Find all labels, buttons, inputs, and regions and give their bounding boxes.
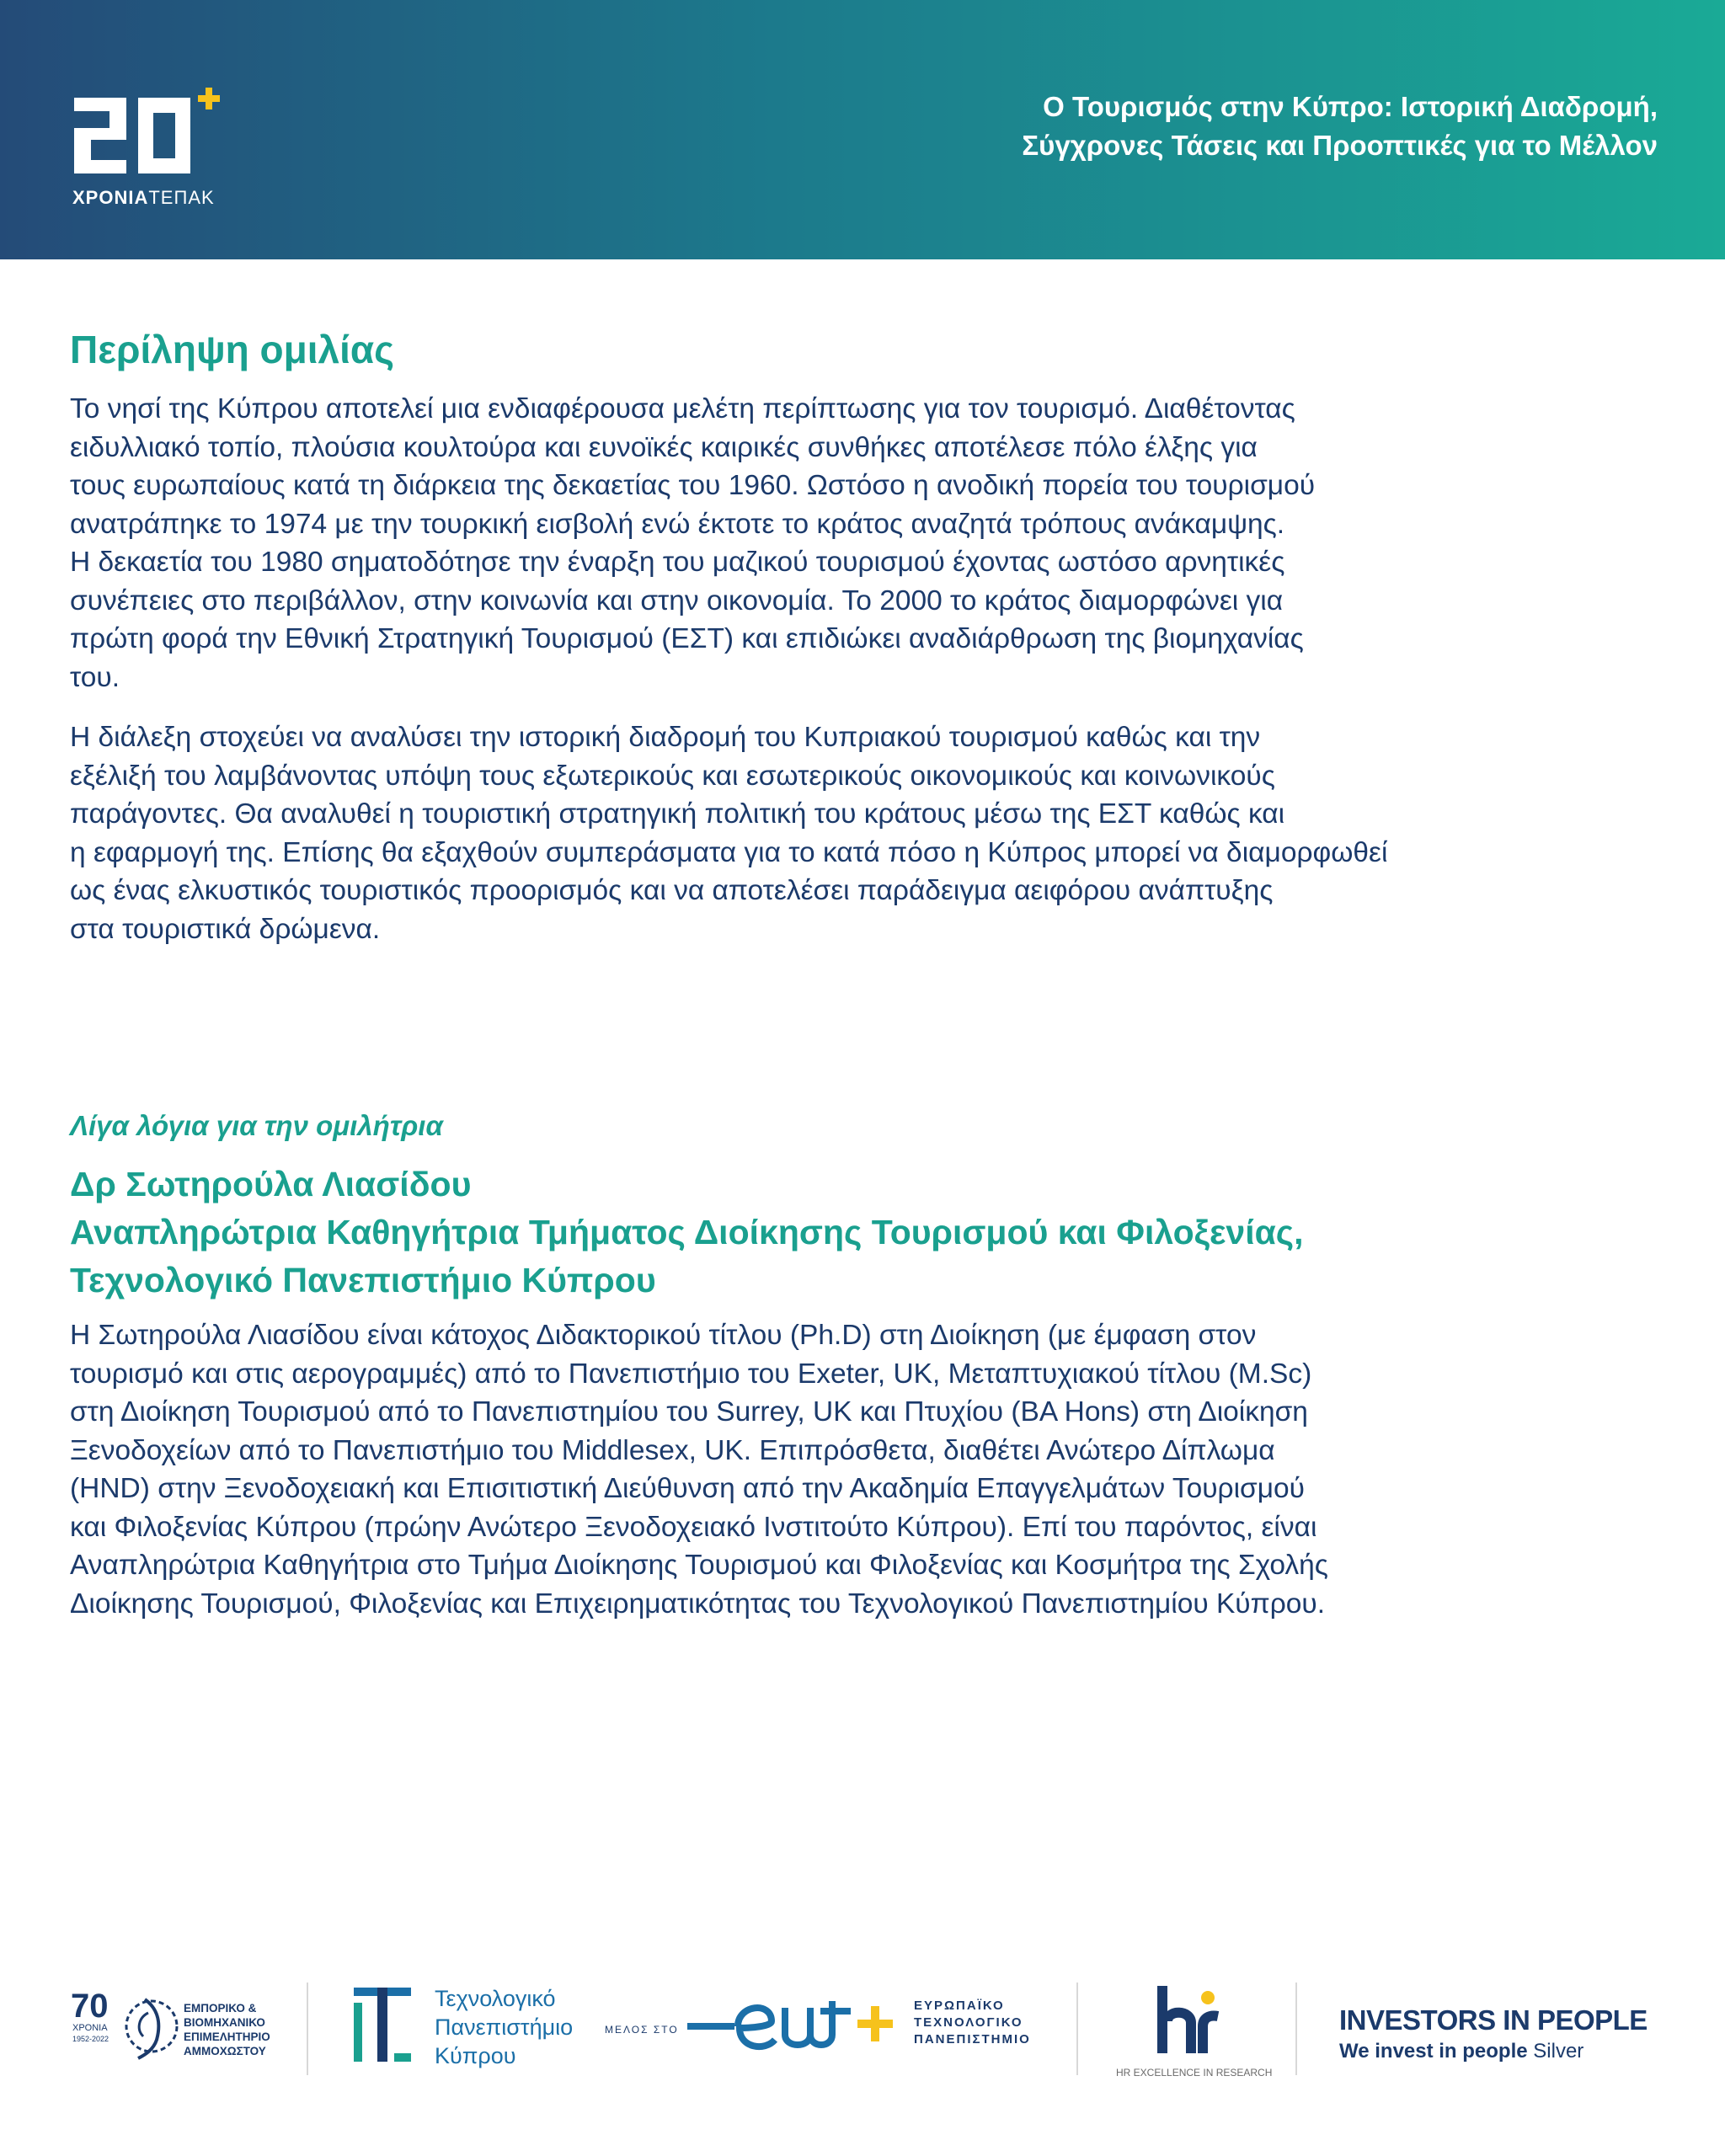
speaker-heading: [70, 1161, 1653, 1305]
tepak-monogram-icon: [352, 1986, 413, 2063]
text-line: Η δεκαετία του 1980 σηματοδότησε την έναρξη του μαζικού τουρισμού έχοντας ωστόσο αρνητικές: [70, 547, 1285, 578]
text-line: στα τουριστικά δρώμενα.: [70, 913, 381, 945]
text-line: τουρισμό και στις αερογραμμές) από το Πανεπιστήμιο του Exeter, UK, Μεταπτυχιακού τίτλου (M.Sc): [70, 1358, 1312, 1390]
twenty-plus-logo-icon: [72, 88, 232, 184]
text-line: η εφαρμογή της. Επίσης θα εξαχθούν συμπεράσματα για το κατά πόσο η Κύπρος μπορεί να διαμορφωθεί: [70, 836, 1388, 868]
event-title-line-1: Ο Τουρισμός στην Κύπρο: Ιστορική Διαδρομή,: [1043, 91, 1658, 122]
text-line: ανατράπηκε το 1974 με την τουρκική εισβολή ενώ έκτοτε το κράτος αναζητά τρόπους ανάκαμψης.: [70, 508, 1285, 540]
eut-plus-logo-icon: [684, 1993, 905, 2060]
tepak-name: Τεχνολογικό Πανεπιστήμιο Κύπρου: [435, 1986, 574, 2068]
ebea-years: 70: [71, 1988, 109, 2025]
event-title-line-2: Σύγχρονες Τάσεις και Προοπτικές για το Μέλλον: [1022, 130, 1658, 161]
text-line: τους ευρωπαίους κατά τη διάρκεια της δεκαετίας του 1960. Ωστόσο η ανοδική πορεία του τουρισμού: [70, 470, 1316, 501]
text-line: Το νησί της Κύπρου αποτελεί μια ενδιαφέρουσα μελέτη περίπτωσης για τον τουρισμό. Διαθέτοντας: [70, 393, 1295, 424]
member-of-label: ΜΕΛΟΣ ΣΤΟ: [605, 2024, 679, 2036]
text-line: συνέπειες στο περιβάλλον, στην κοινωνία και στην οικονομία. Το 2000 το κράτος διαμορφώνει για: [70, 584, 1284, 616]
text-line: Η Σωτηρούλα Λιασίδου είναι κάτοχος Διδακτορικού τίτλου (Ph.D) στη Διοίκηση (με έμφαση στον: [70, 1320, 1257, 1351]
event-title: [815, 88, 1658, 165]
speaker-section-kicker: Λίγα λόγια για την ομιλήτρια: [70, 1110, 443, 1141]
ebea-years-word: ΧΡΟΝΙΑ: [72, 2023, 108, 2033]
text-line: Αναπληρώτρια Καθηγήτρια στο Τμήμα Διοίκησης Τουρισμού και Φιλοξενίας και Κοσμήτρα της Σχολής: [70, 1550, 1328, 1581]
summary-paragraph-2: [70, 718, 1653, 948]
investors-in-people-tagline: We invest in people Silver: [1339, 2040, 1584, 2063]
text-line: στη Διοίκηση Τουρισμού από το Πανεπιστημίου του Surrey, UK και Πτυχίου (BA Hons) στη Διοίκηση: [70, 1396, 1308, 1428]
divider: [307, 1983, 308, 2075]
divider: [1295, 1983, 1297, 2075]
text-line: ειδυλλιακό τοπίο, πλούσια κουλτούρα και ευνοϊκές καιρικές συνθήκες αποτέλεσε πόλο έλξης για: [70, 431, 1258, 463]
text-line: πρώτη φορά την Εθνική Στρατηγική Τουρισμού (ΕΣΤ) και επιδιώκει αναδιάρθρωση της βιομηχανίας: [70, 623, 1304, 654]
investors-in-people-title: INVESTORS IN PEOPLE: [1339, 2004, 1648, 2036]
text-line: Διοίκησης Τουρισμού, Φιλοξενίας και Επιχειρηματικότητας του Τεχνολογικού Πανεπιστημίου Κύπρου.: [70, 1588, 1326, 1620]
text-line: ως ένας ελκυστικός τουριστικός προορισμός και να αποτελέσει παράδειγμα αειφόρου ανάπτυξης: [70, 875, 1274, 906]
text-line: εξέλιξή του λαμβάνοντας υπόψη τους εξωτερικούς και εσωτερικούς οικονομικούς και κοινωνικούς: [70, 760, 1275, 792]
tepak-20-years-logo: [72, 88, 232, 214]
partner-logos: [0, 1962, 1725, 2089]
ebea-70-years-logo: [71, 1988, 290, 2080]
hr-excellence-logo-icon: [1154, 1984, 1225, 2065]
ebea-emblem-icon: [120, 1988, 180, 2063]
speaker-institution: Τεχνολογικό Πανεπιστήμιο Κύπρου: [70, 1261, 656, 1299]
ebea-name: ΕΜΠΟΡΙΚΟ & ΒΙΟΜΗΧΑΝΙΚΟ ΕΠΙΜΕΛΗΤΗΡΙΟ ΑΜΜΟΧΩΣΤΟΥ: [184, 2002, 270, 2057]
divider: [1076, 1983, 1078, 2075]
text-line: και Φιλοξενίας Κύπρου (πρώην Ανώτερο Ξενοδοχειακό Ινστιτούτο Κύπρου). Επί του παρόντος, είναι: [70, 1511, 1317, 1543]
eut-caption: ΕΥΡΩΠΑΪΚΟ ΤΕΧΝΟΛΟΓΙΚΟ ΠΑΝΕΠΙΣΤΗΜΙΟ: [914, 1999, 1031, 2047]
text-line: παράγοντες. Θα αναλυθεί η τουριστική στρατηγική πολιτική του κράτους μέσω της ΕΣΤ καθώς και: [70, 798, 1285, 830]
logo-caption: ΧΡΟΝΙΑΤΕΠΑΚ: [72, 187, 215, 208]
speaker-name: Δρ Σωτηρούλα Λιασίδου: [70, 1165, 472, 1203]
header-banner: [0, 0, 1725, 259]
summary-paragraph-1: [70, 390, 1653, 696]
investors-in-people-level: Silver: [1533, 2040, 1584, 2063]
text-line: (HND) στην Ξενοδοχειακή και Επισιτιστική Διεύθυνση από την Ακαδημία Επαγγελμάτων Τουρισμού: [70, 1473, 1305, 1504]
text-line: του.: [70, 661, 120, 693]
text-line: Ξενοδοχείων από το Πανεπιστήμιο του Middlesex, UK. Επιπρόσθετα, διαθέτει Ανώτερο Δίπλωμα: [70, 1434, 1275, 1466]
speaker-role: Αναπληρώτρια Καθηγήτρια Τμήματος Διοίκησης Τουρισμού και Φιλοξενίας,: [70, 1213, 1304, 1251]
ebea-years-range: 1952-2022: [72, 2035, 109, 2043]
text-line: Η διάλεξη στοχεύει να αναλύσει την ιστορική διαδρομή του Κυπριακού τουρισμού καθώς και την: [70, 722, 1261, 753]
speaker-bio: [70, 1316, 1653, 1623]
summary-heading: Περίληψη ομιλίας: [70, 328, 395, 371]
hr-excellence-caption: HR EXCELLENCE IN RESEARCH: [1116, 2067, 1273, 2079]
